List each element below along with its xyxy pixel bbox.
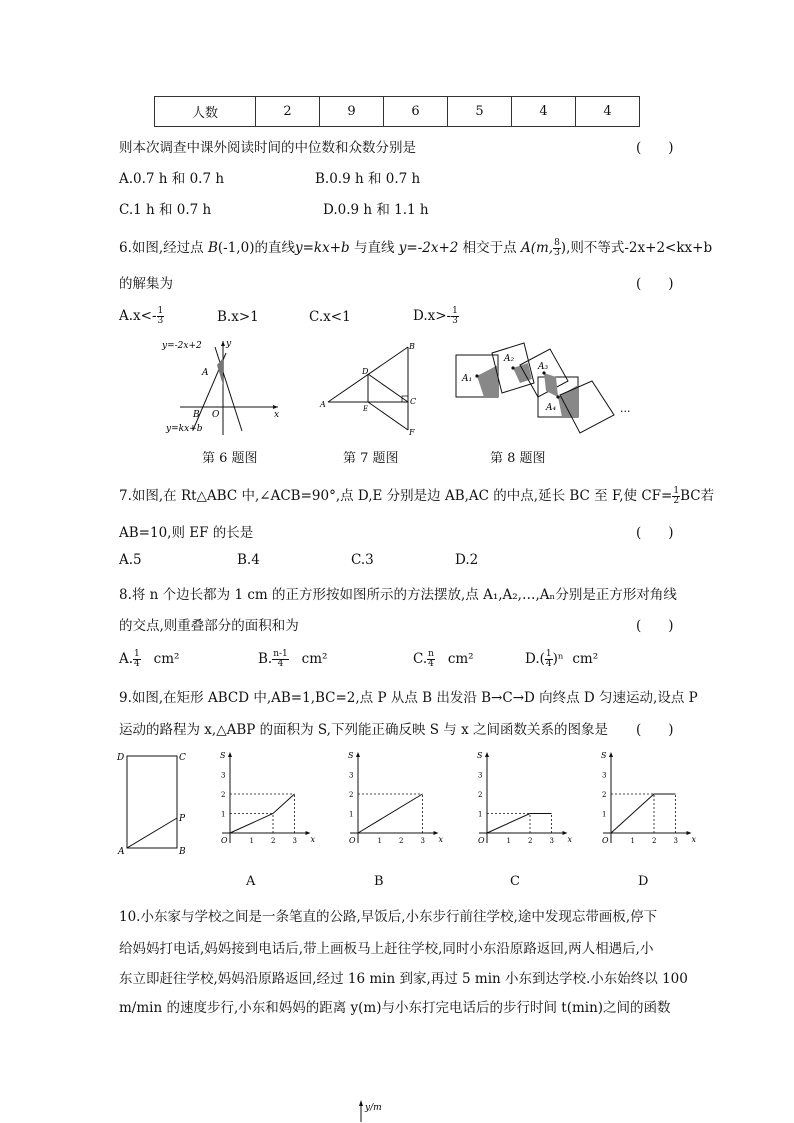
y-tick-label: 3: [349, 771, 354, 780]
q7-stem-line1: [119, 484, 714, 506]
option-fraction: [272, 650, 289, 669]
y-axis-arrow: [609, 752, 613, 757]
frac-numerator: 1: [157, 306, 164, 316]
y-tick-label: 1: [602, 810, 607, 819]
q10-line4: m/min 的速度步行,小东和妈妈的距离 y(m)与小东打完电话后的步行时间 t(min)之间的函数: [119, 1000, 671, 1016]
q9-stem-line1: 9.如图,在矩形 ABCD 中,AB=1,BC=2,点 P 从点 B 出发沿 B→C→D 向终点 D 匀速运动,设点 P: [119, 690, 698, 706]
frac-numerator: 1: [134, 649, 140, 659]
label-a: A: [118, 847, 125, 857]
q10-line2: 给妈妈打电话,妈妈接到电话后,带上画板马上赶往学校,同时小东沿原路返回,两人相遇后,小: [119, 941, 654, 957]
y-tick-label: 2: [602, 791, 607, 799]
q10-graph-axis: [355, 1098, 395, 1123]
x-tick-label: 1: [630, 837, 635, 845]
q6-text: 相交于点: [458, 240, 521, 256]
table-cell: 9: [320, 97, 384, 127]
q6-stem-line2: 的解集为: [119, 276, 173, 292]
x-tick-label: 3: [673, 837, 678, 845]
q9-stem-line2: 运动的路程为 x,△ABP 的面积为 S,下列能正确反映 S 与 x 之间函数关系的图象是: [119, 722, 608, 738]
q9-option-label-d: D: [638, 874, 649, 889]
label-a2: A₂: [504, 354, 515, 364]
figure-8-caption: 第 8 题图: [490, 451, 546, 466]
q8-option-d: [525, 650, 598, 669]
q8-option-c: [413, 650, 474, 669]
frac-denominator: 3: [554, 248, 560, 258]
x-axis-arrow: [273, 405, 278, 409]
axis-label-x: x: [438, 835, 444, 844]
q6-equation1: y=kx+b: [294, 240, 350, 256]
axis-label-x: x: [567, 835, 573, 844]
label-point-b: B: [193, 410, 200, 420]
label-point-a: A: [202, 368, 209, 378]
q10-line3: 东立即赶往学校,妈妈沿原路返回,经过 16 min 到家,再过 5 min 小东到达学校.小东始终以 100: [119, 971, 688, 987]
option-fraction: [451, 307, 459, 326]
rectangle-abcd: [127, 756, 177, 848]
figure-7: [318, 338, 418, 443]
q9-graph-a: [198, 748, 316, 858]
q7-option-a: A.5: [119, 552, 142, 568]
q7-fraction: [672, 487, 680, 506]
label-y: y: [226, 339, 232, 349]
q8-option-b: [258, 650, 327, 669]
figure-6: [160, 335, 290, 440]
point-a4: [556, 395, 559, 398]
x-tick-label: 2: [652, 837, 657, 845]
option-text: C.: [413, 651, 428, 667]
q7-option-c: C.3: [351, 552, 374, 568]
q9-graph-c: [455, 748, 573, 858]
label-f: F: [409, 428, 415, 437]
overlap-4: [558, 385, 578, 417]
q6-fraction: [553, 239, 561, 258]
x-tick-label: 3: [549, 837, 554, 845]
label-line1: y=-2x+2: [162, 341, 202, 351]
axis-label-s: S: [348, 751, 354, 760]
frac-denominator: 4: [277, 659, 284, 669]
label-p: P: [179, 814, 186, 824]
y-tick-label: 3: [221, 771, 226, 780]
label-d: D: [117, 753, 125, 763]
origin-label: O: [602, 836, 609, 845]
q5-option-d: D.0.9 h 和 1.1 h: [323, 202, 429, 218]
frac-denominator: 4: [545, 659, 552, 669]
x-tick-label: 1: [506, 837, 511, 845]
option-unit: cm²: [447, 651, 474, 667]
y-tick-label: 1: [221, 810, 226, 819]
x-tick-label: 3: [420, 837, 425, 845]
frac-numerator: n: [428, 649, 434, 659]
q7-option-b: B.4: [237, 552, 260, 568]
table-header-cell: 人数: [155, 97, 256, 127]
y-axis-arrow: [221, 341, 225, 346]
q8-stem-line2: 的交点,则重叠部分的面积和为: [119, 618, 299, 634]
q5-option-a: A.0.7 h 和 0.7 h: [119, 171, 225, 187]
figure-7-caption: 第 7 题图: [343, 451, 399, 466]
label-a1: A₁: [462, 374, 473, 384]
y-axis-label: y/m: [365, 1103, 382, 1113]
origin-label: O: [221, 836, 228, 845]
y-tick-label: 1: [478, 810, 483, 819]
q9-graph-b: [326, 748, 444, 858]
frac-numerator: n-1: [273, 649, 288, 659]
y-tick-label: 1: [349, 810, 354, 819]
frac-numerator: 1: [673, 486, 680, 496]
q7-text: BC若: [680, 488, 715, 504]
label-origin: O: [212, 410, 220, 420]
axis-label-x: x: [310, 835, 316, 844]
option-text: B.: [258, 651, 273, 667]
q6-text: 与直线: [349, 240, 399, 256]
q6-stem-line1: [119, 236, 712, 258]
q9-option-label-a: A: [246, 874, 256, 889]
label-e: E: [363, 405, 369, 413]
q6-equation2: y=-2x+2: [398, 240, 459, 256]
label-a3: A₃: [538, 362, 549, 372]
origin-label: O: [478, 836, 485, 845]
q6-paren: ( ): [636, 276, 674, 292]
frac-denominator: 3: [452, 316, 458, 326]
overlap-2: [513, 363, 532, 383]
option-unit: cm²: [572, 651, 599, 667]
q6-text: ,则不等式-2x+2<kx+b: [566, 240, 713, 256]
frac-denominator: 4: [428, 659, 434, 669]
table-cell: 2: [256, 97, 320, 127]
frac-numerator: 1: [545, 649, 552, 659]
option-fraction: [133, 650, 141, 669]
q8-paren: ( ): [636, 618, 674, 634]
option-fraction: [427, 650, 435, 669]
function-graph: [358, 794, 423, 833]
q6-option-c: C.x<1: [309, 309, 351, 325]
frac-denominator: 4: [134, 659, 140, 669]
ellipsis: ···: [620, 405, 631, 418]
y-tick-label: 2: [349, 791, 354, 799]
y-axis-arrow: [228, 752, 232, 757]
x-tick-label: 1: [377, 837, 382, 845]
q6-option-b: B.x>1: [217, 309, 259, 325]
q9-option-label-c: C: [510, 874, 520, 889]
origin-label: O: [349, 836, 356, 845]
y-tick-label: 3: [602, 771, 607, 780]
q9-rectangle-figure: [115, 748, 195, 858]
q9-option-label-b: B: [374, 874, 384, 889]
q8-stem-line1: 8.将 n 个边长都为 1 cm 的正方形按如图所示的方法摆放,点 A₁,A₂,…,Aₙ分别是正方形对角线: [119, 587, 677, 603]
option-fraction: [157, 307, 165, 326]
option-text: )ⁿ: [552, 651, 564, 667]
segment-ef: [368, 402, 408, 430]
y-axis-arrow: [359, 1100, 363, 1106]
label-a4: A₄: [546, 403, 557, 413]
option-unit: cm²: [301, 651, 328, 667]
axis-label-s: S: [477, 751, 483, 760]
x-tick-label: 2: [399, 837, 404, 845]
frac-denominator: 2: [673, 496, 680, 506]
frequency-table: [154, 96, 640, 127]
y-tick-label: 3: [478, 771, 483, 780]
overlap-1: [477, 365, 498, 397]
label-c: C: [410, 397, 417, 406]
label-b: B: [179, 847, 186, 857]
x-tick-label: 2: [528, 837, 533, 845]
q7-text: 7.如图,在 Rt△ABC 中,∠ACB=90°,点 D,E 分别是边 AB,AC 的中点,延长 BC 至 F,使 CF=: [119, 488, 673, 504]
axis-label-s: S: [220, 751, 226, 760]
x-tick-label: 2: [271, 837, 276, 845]
label-d: D: [362, 367, 369, 376]
table-cell: 4: [576, 97, 640, 127]
frac-numerator: 8: [554, 238, 560, 248]
q6-point-a: A(m,: [520, 240, 554, 256]
q6-text: ): [560, 240, 567, 256]
table-row: [155, 97, 640, 127]
q7-option-d: D.2: [455, 552, 479, 568]
frac-numerator: 1: [452, 306, 458, 316]
y-tick-label: 2: [221, 791, 226, 799]
q5-option-b: B.0.9 h 和 0.7 h: [315, 171, 421, 187]
q6-option-d: [413, 307, 459, 326]
option-text: D.(: [525, 651, 545, 667]
axis-label-s: S: [601, 751, 607, 760]
q6-point-b: B: [207, 240, 218, 256]
q5-stem: 则本次调查中课外阅读时间的中位数和众数分别是: [119, 140, 416, 156]
y-axis-arrow: [356, 752, 360, 757]
q7-paren: ( ): [636, 525, 674, 541]
label-c: C: [179, 753, 186, 763]
x-tick-label: 1: [249, 837, 254, 845]
q8-option-a: [119, 650, 179, 669]
q5-paren: ( ): [636, 140, 674, 156]
q6-text: (-1,0)的直线: [217, 240, 295, 256]
label-line2: y=kx+b: [166, 424, 203, 434]
x-tick-label: 3: [292, 837, 297, 845]
option-text: A.x<-: [119, 308, 157, 324]
y-axis-arrow: [485, 752, 489, 757]
label-a: A: [320, 400, 326, 409]
function-graph: [611, 794, 676, 833]
axis-label-x: x: [691, 835, 697, 844]
label-b: B: [409, 342, 415, 351]
q6-option-a: [119, 307, 164, 326]
q5-option-c: C.1 h 和 0.7 h: [119, 202, 212, 218]
q9-paren: ( ): [636, 722, 674, 738]
option-text: D.x>-: [413, 308, 452, 324]
q7-stem-line2: AB=10,则 EF 的长是: [119, 525, 254, 541]
q6-text: 6.如图,经过点: [119, 240, 208, 256]
point-a2: [511, 366, 514, 369]
segment-ap: [127, 818, 177, 848]
table-cell: 6: [384, 97, 448, 127]
option-fraction: [545, 650, 553, 669]
q9-graph-d: [579, 748, 697, 858]
figure-8: [452, 335, 642, 440]
point-a1: [475, 374, 478, 377]
option-text: A.: [119, 651, 134, 667]
y-tick-label: 2: [478, 791, 483, 799]
table-cell: 5: [448, 97, 512, 127]
frac-denominator: 3: [157, 316, 164, 326]
function-graph: [487, 814, 552, 834]
table-cell: 4: [512, 97, 576, 127]
q10-line1: 10.小东家与学校之间是一条笔直的公路,早饭后,小东步行前往学校,途中发现忘带画板,停下: [119, 909, 658, 925]
figure-6-caption: 第 6 题图: [202, 451, 258, 466]
option-unit: cm²: [153, 651, 180, 667]
label-x: x: [274, 410, 280, 420]
